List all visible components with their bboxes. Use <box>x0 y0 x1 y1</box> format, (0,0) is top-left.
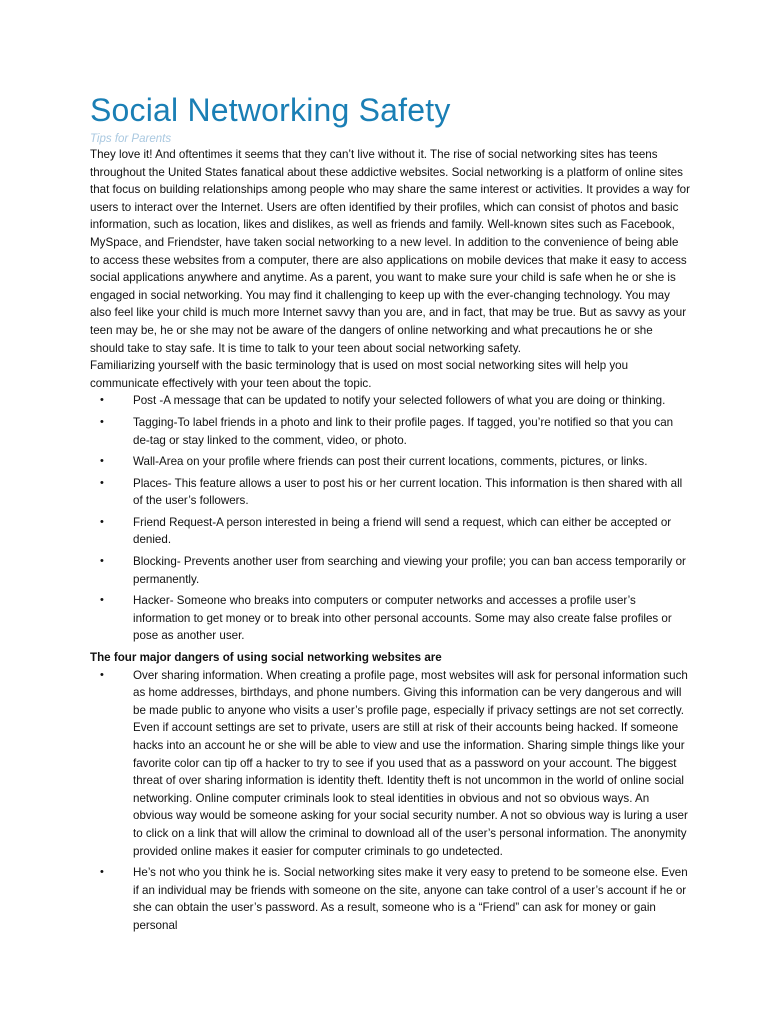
bullet-icon: • <box>100 476 104 489</box>
term-item-wall <box>90 453 690 471</box>
danger-item-over-sharing <box>90 667 690 861</box>
term-text: Places- This feature allows a user to post his or her current location. This information is then shared with all of the user’s followers. <box>133 476 683 508</box>
document-page <box>90 88 690 939</box>
bullet-icon: • <box>100 394 104 407</box>
dangers-list <box>90 667 690 935</box>
intro-paragraph: They love it! And oftentimes it seems that they can’t live without it. The rise of social networking sites has teens throughout the United States fanatical about these addictive websites. Social networking is a platform of online sites that focus on building relationships among people who may share the same interest or activities. It provides a way for users to interact over the Internet. Users are often identified by their profiles, which can consist of photos and basic information, such as location, likes and dislikes, as well as friends and family. Well-known sites such as Facebook, MySpace, and Friendster, have taken social networking to a new level. In addition to the convenience of being able to access these websites from a computer, there are also applications on mobile devices that make it easy to access social applications anywhere and anytime. As a parent, you want to make sure your child is safe when he or she is engaged in social networking. You may find it challenging to keep up with the ever-changing technology. You may also feel like your child is much more Internet savvy than you are, and in fact, that may be true. But as savvy as your teen may be, he or she may not be aware of the dangers of online networking and what precautions he or she should take to stay safe. It is time to talk to your teen about social networking safety. <box>90 148 690 355</box>
bullet-icon: • <box>100 594 104 607</box>
bullet-icon: • <box>100 866 104 879</box>
bullet-icon: • <box>100 668 104 681</box>
term-text: Tagging-To label friends in a photo and link to their profile pages. If tagged, you’re notified so that you can de-tag or stay linked to the comment, video, or photo. <box>133 415 674 447</box>
bullet-icon: • <box>100 415 104 428</box>
danger-text: Over sharing information. When creating a profile page, most websites will ask for personal information such as home addresses, birthdays, and phone numbers. Giving this information can be very dangerous and will be made public to anyone who visits a user’s profile page, especially if privacy settings are not set correctly. Even if account settings are set to private, users are still at risk of their accounts being hacked. If someone hacks into an account he or she will be able to view and use the information. Sharing simple things like your favorite color can tip off a hacker to try to see if you used that as a password on your account. The biggest threat of over sharing information is identity theft. Identity theft is not uncommon in the world of online social networking. Online computer criminals look to steal identities in obvious and not so obvious ways. An obvious way would be someone asking for your social security number. A not so obvious way is luring a user to click on a link that will allow the criminal to download all of the user’s personal information. The anonymity provided online makes it easier for computer criminals to go undetected. <box>133 668 688 858</box>
bullet-icon: • <box>100 555 104 568</box>
danger-item-impersonation <box>90 864 690 934</box>
term-item-places <box>90 475 690 510</box>
document-title: Social Networking Safety <box>90 92 451 128</box>
term-text: Hacker- Someone who breaks into computers or computer networks and accesses a profile user’s information to get money or to break into other personal accounts. Some may also create false profiles or pose as another user. <box>133 594 672 643</box>
bullet-icon: • <box>100 515 104 528</box>
term-item-friend-request <box>90 514 690 549</box>
danger-text: He’s not who you think he is. Social networking sites make it very easy to pretend to be someone else. Even if an individual may be friends with someone on the site, anyone can take control of a user’s account if he or she can obtain the user’s password. As a result, someone who is a “Friend” can ask for money or gain personal <box>133 866 688 932</box>
terminology-paragraph: Familiarizing yourself with the basic terminology that is used on most social networking sites will help you communicate effectively with your teen about the topic. <box>90 359 629 390</box>
term-item-hacker <box>90 592 690 645</box>
term-item-post <box>90 392 690 410</box>
document-subtitle: Tips for Parents <box>90 133 172 145</box>
term-text: Wall-Area on your profile where friends can post their current locations, comments, pictures, or links. <box>133 455 648 469</box>
dangers-heading: The four major dangers of using social networking websites are <box>90 651 442 665</box>
term-text: Friend Request-A person interested in being a friend will send a request, which can either be accepted or denied. <box>133 515 672 547</box>
terminology-list <box>90 392 690 645</box>
term-item-tagging <box>90 414 690 449</box>
term-text: Blocking- Prevents another user from searching and viewing your profile; you can ban access temporarily or permanently. <box>133 555 686 586</box>
term-text: Post -A message that can be updated to notify your selected followers of what you are doing or thinking. <box>133 394 666 408</box>
bullet-icon: • <box>100 455 104 468</box>
term-item-blocking <box>90 553 690 588</box>
